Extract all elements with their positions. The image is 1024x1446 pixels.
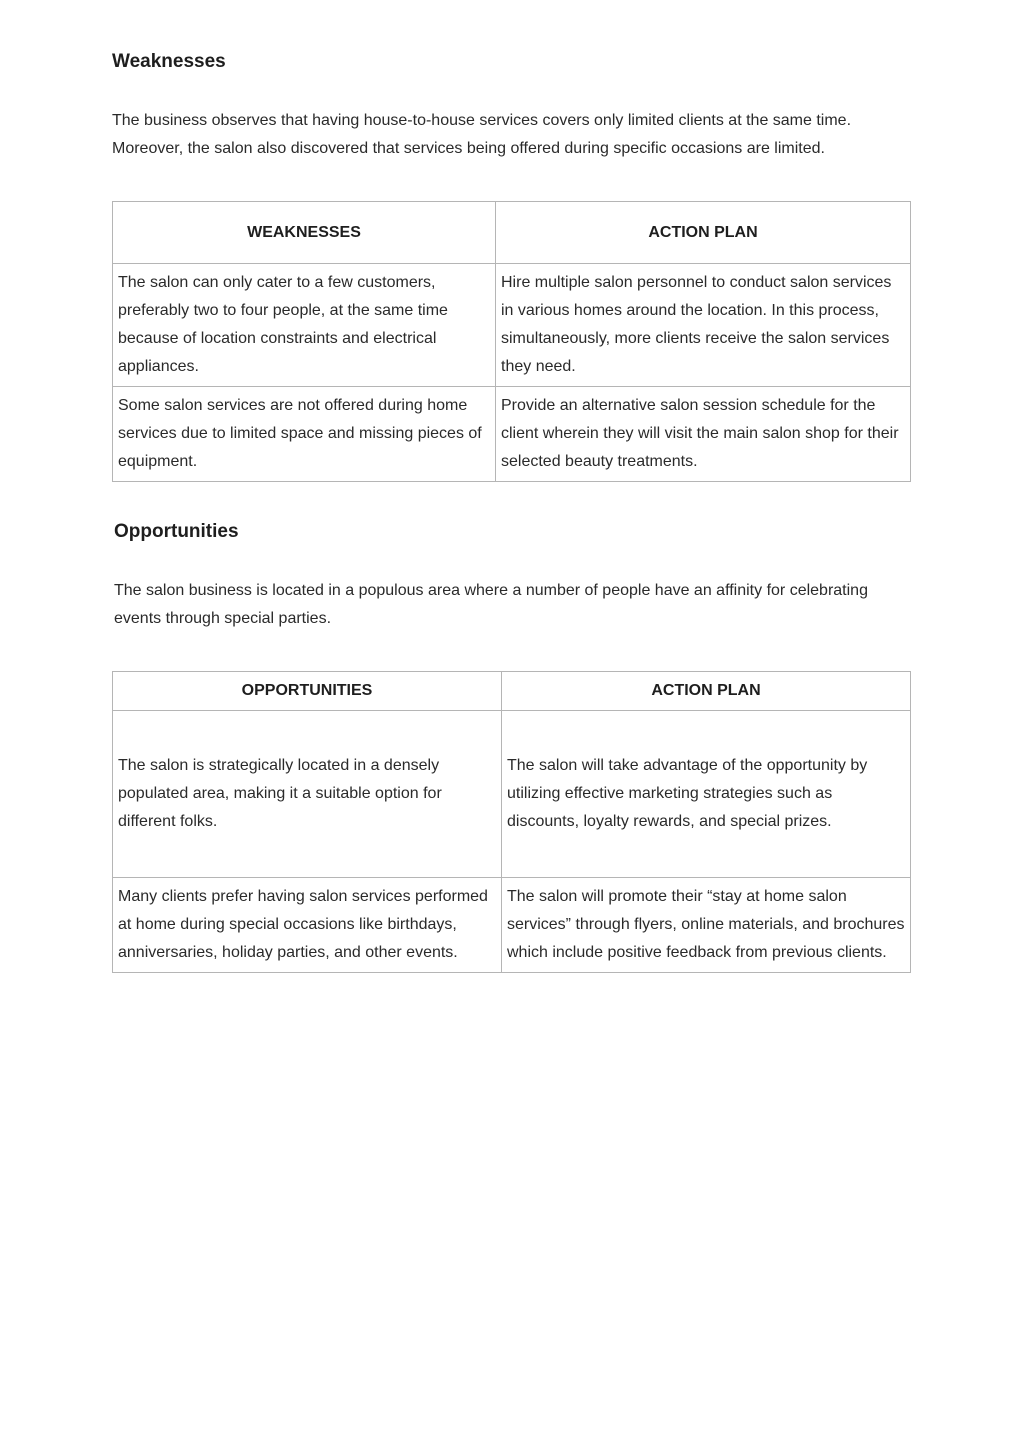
- table-row: [113, 264, 911, 387]
- table-row: [113, 387, 911, 482]
- table-cell: The salon will promote their “stay at home salon services” through flyers, online materials, and brochures which include positive feedback from previous clients.: [502, 878, 911, 973]
- column-header-action-plan: ACTION PLAN: [496, 202, 911, 264]
- table-cell: Hire multiple salon personnel to conduct salon services in various homes around the location. In this process, simultaneously, more clients receive the salon services they need.: [496, 264, 911, 387]
- opportunities-table: [112, 671, 911, 973]
- table-header-row: [113, 672, 911, 711]
- table-cell: Some salon services are not offered during home services due to limited space and missing pieces of equipment.: [113, 387, 496, 482]
- table-header-row: [113, 202, 911, 264]
- column-header-opportunities: OPPORTUNITIES: [113, 672, 502, 711]
- table-cell: Provide an alternative salon session schedule for the client wherein they will visit the main salon shop for their selected beauty treatments.: [496, 387, 911, 482]
- column-header-action-plan: ACTION PLAN: [502, 672, 911, 711]
- table-row: [113, 878, 911, 973]
- column-header-weaknesses: WEAKNESSES: [113, 202, 496, 264]
- table-row: [113, 711, 911, 878]
- section-heading-opportunities: Opportunities: [114, 521, 239, 542]
- table-cell: The salon will take advantage of the opportunity by utilizing effective marketing strategies such as discounts, loyalty rewards, and special prizes.: [502, 711, 911, 878]
- table-cell: The salon can only cater to a few customers, preferably two to four people, at the same time because of location constraints and electrical appliances.: [113, 264, 496, 387]
- table-cell: Many clients prefer having salon services performed at home during special occasions like birthdays, anniversaries, holiday parties, and other events.: [113, 878, 502, 973]
- section-heading-weaknesses: Weaknesses: [112, 51, 226, 72]
- weaknesses-table: [112, 201, 911, 482]
- weaknesses-paragraph: The business observes that having house-to-house services covers only limited clients at the same time. Moreover, the salon also discovered that services being offered during specific occasions are limited.: [112, 112, 852, 157]
- table-cell: The salon is strategically located in a densely populated area, making it a suitable option for different folks.: [113, 711, 502, 878]
- opportunities-paragraph: The salon business is located in a populous area where a number of people have an affinity for celebrating events through special parties.: [114, 582, 868, 627]
